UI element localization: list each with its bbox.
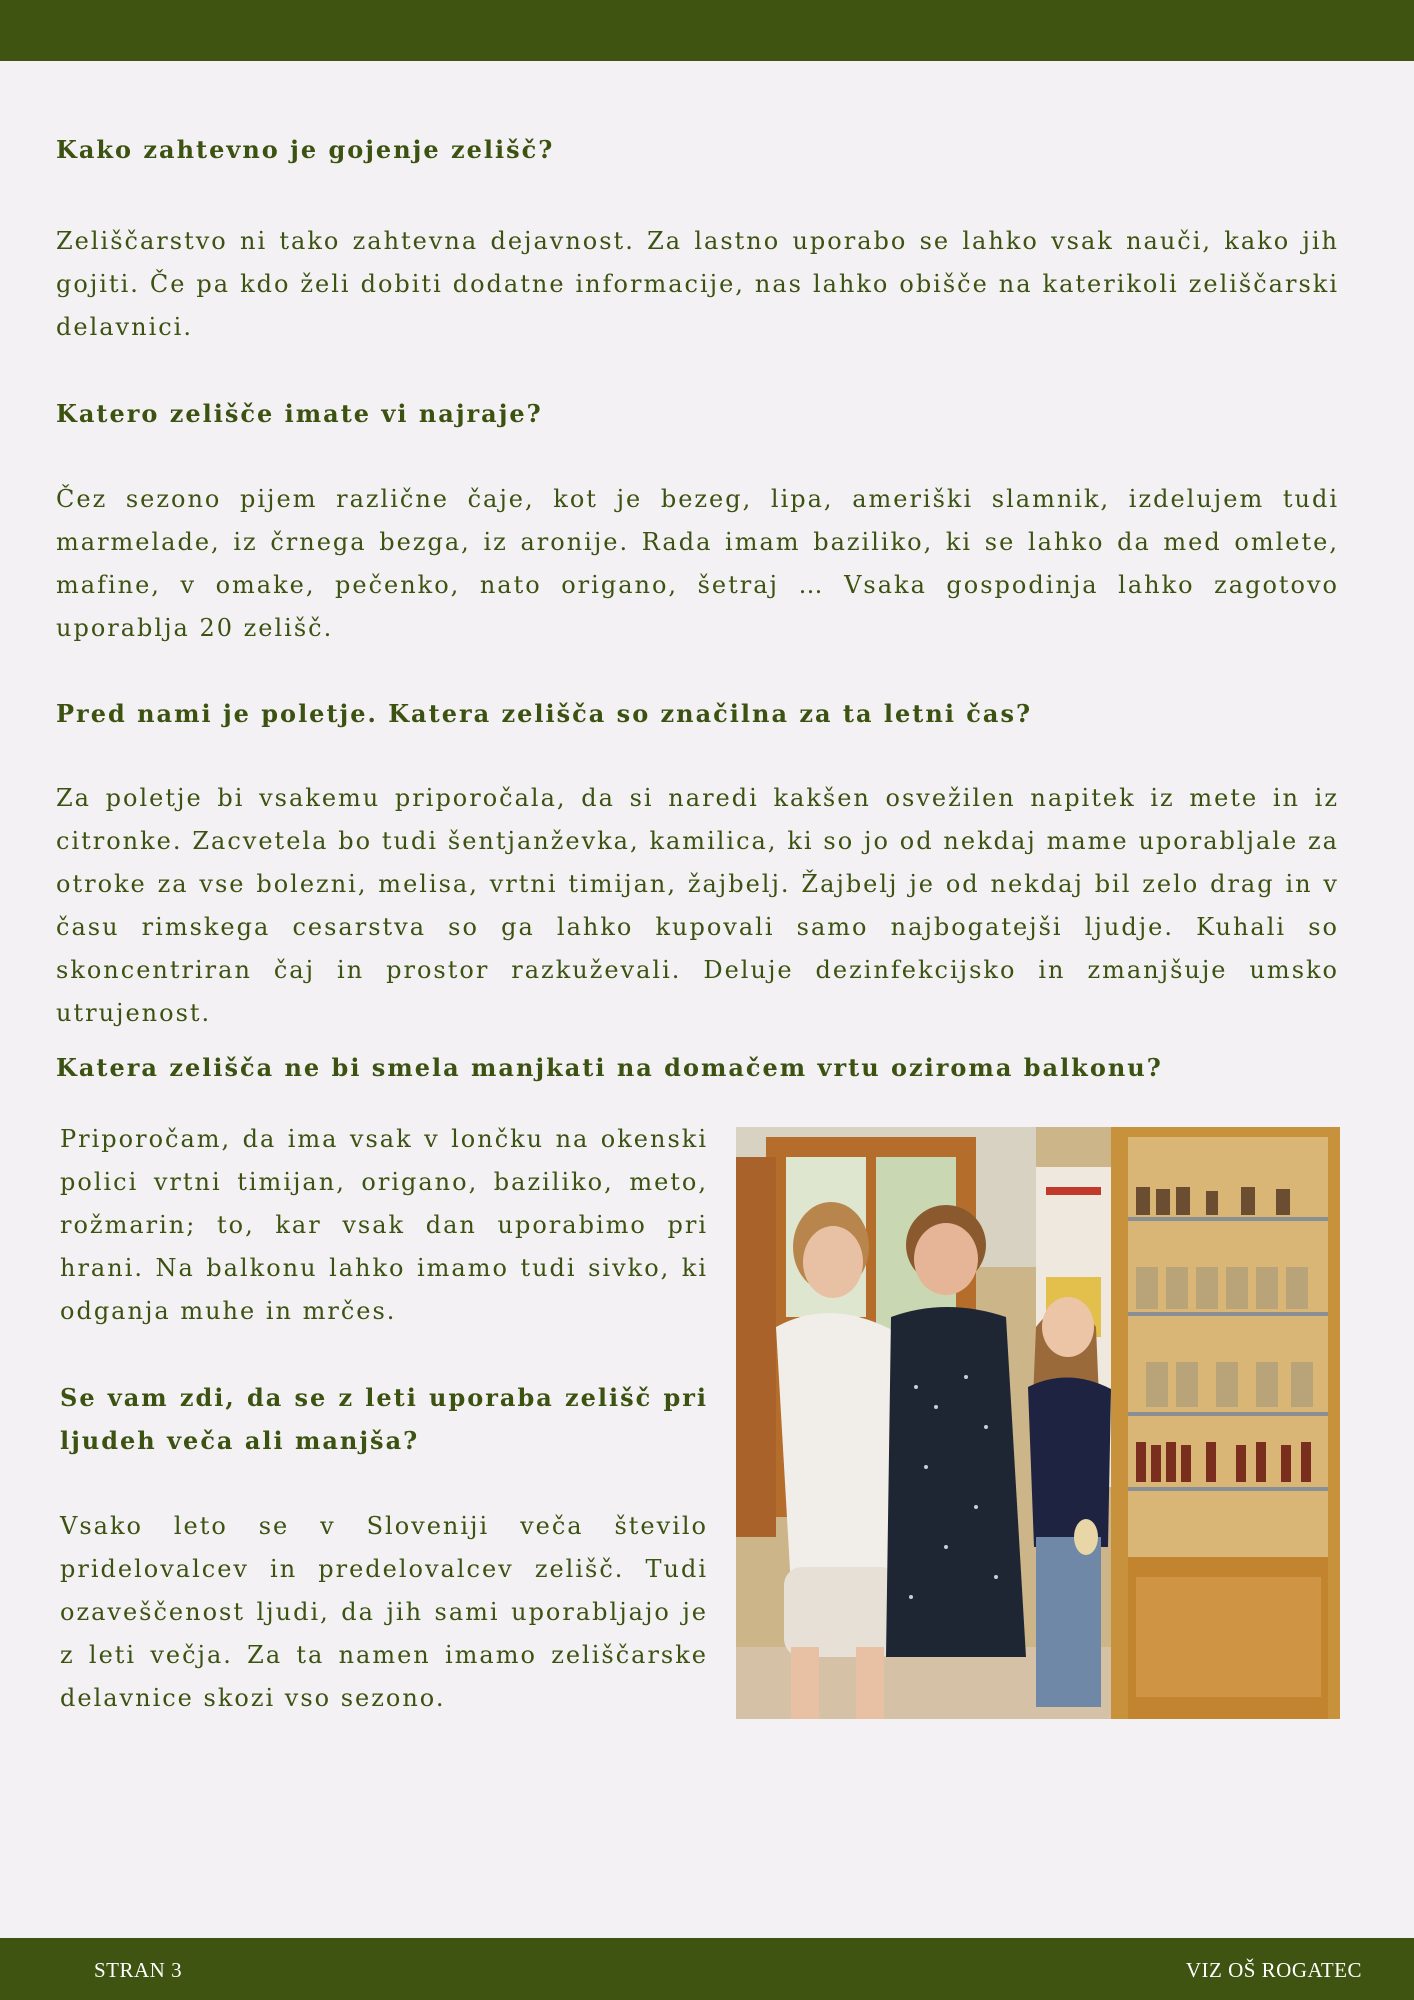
question-heading: Pred nami je poletje. Katera zelišča so značilna za ta letni čas? xyxy=(56,699,1033,728)
question-heading: Se vam zdi, da se z leti uporaba zelišč pri ljudeh veča ali manjša? xyxy=(60,1383,708,1455)
answer-paragraph: Priporočam, da ima vsak v lončku na okenski polici vrtni timijan, origano, baziliko, meto, rožmarin; to, kar vsak dan uporabimo pri hrani. Na balkonu lahko imamo tudi sivko, ki odganja muhe in mrčes. xyxy=(60,1125,708,1325)
answer-paragraph: Za poletje bi vsakemu priporočala, da si naredi kakšen osvežilen napitek iz mete in iz citronke. Zacvetela bo tudi šentjanževka, kamilica, ki so jo od nekdaj mame uporabljale za otroke za vse bolezni, melisa, vrtni timijan, žajbelj. Žajbelj je od nekdaj bil zelo drag in v času rimskega cesarstva so ga lahko kupovali samo najbogatejši ljudje. Kuhali so skoncentriran čaj in prostor razkuževali. Deluje dezinfekcijsko in zmanjšuje umsko utrujenost. xyxy=(56,784,1339,1027)
question-heading: Katero zelišče imate vi najraje? xyxy=(56,399,543,428)
answer-paragraph: Zeliščarstvo ni tako zahtevna dejavnost. Za lastno uporabo se lahko vsak nauči, kako jih gojiti. Če pa kdo želi dobiti dodatne informacije, nas lahko obišče na katerikoli zeliščarski delavnici. xyxy=(56,227,1339,341)
top-banner xyxy=(0,0,1414,61)
answer-paragraph: Vsako leto se v Sloveniji veča število pridelovalcev in predelovalcev zelišč. Tudi ozaveščenost ljudi, da jih sami uporabljajo je z leti večja. Za ta namen imamo zeliščarske delavnice skozi vso sezono. xyxy=(60,1512,708,1712)
question-heading: Katera zelišča ne bi smela manjkati na domačem vrtu oziroma balkonu? xyxy=(56,1053,1163,1082)
answer-paragraph: Čez sezono pijem različne čaje, kot je bezeg, lipa, ameriški slamnik, izdelujem tudi marmelade, iz črnega bezga, iz aronije. Rada imam baziliko, ki se lahko da med omlete, mafine, v omake, pečenko, nato origano, šetraj … Vsaka gospodinja lahko zagotovo uporablja 20 zelišč. xyxy=(56,485,1339,642)
publisher-label: VIZ OŠ ROGATEC xyxy=(1185,1958,1362,1982)
page-footer xyxy=(0,1938,1414,2000)
page-number: STRAN 3 xyxy=(94,1958,183,1982)
question-heading: Kako zahtevno je gojenje zelišč? xyxy=(56,135,555,164)
left-text-column xyxy=(60,1118,708,1720)
herb-shop-photo xyxy=(736,1127,1340,1719)
